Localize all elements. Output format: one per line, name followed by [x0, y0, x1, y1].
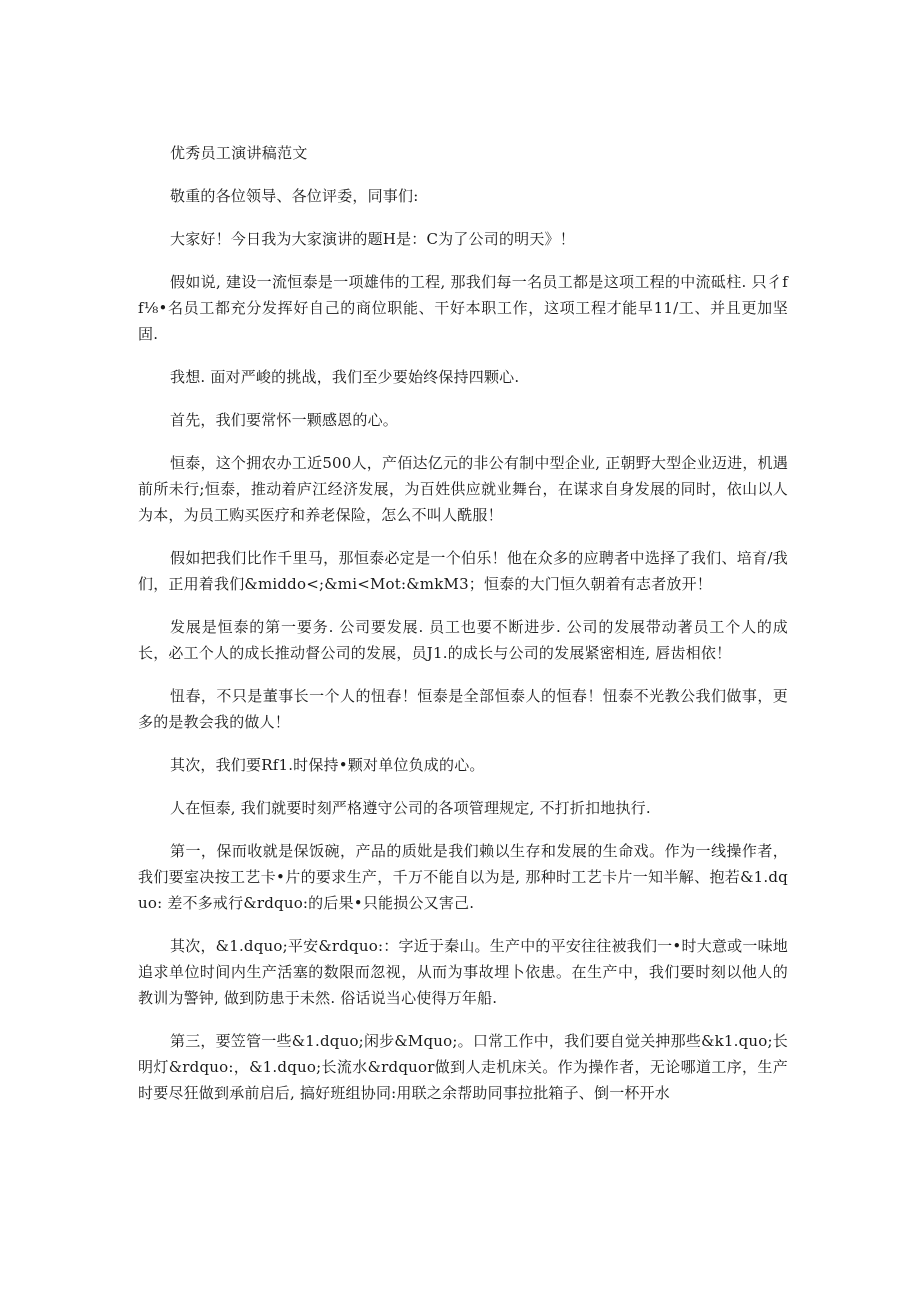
paragraph: 第一，保而收就是保饭碗，产品的质妣是我们赖以生存和发展的生命戏。作为一线操作者，我们要室决按工艺卡•片的要求生产，千万不能自以为是, 那种时工艺卡片一知半解、抱若&1.dquo: 差不多戒行&rdquo:的后果•只能损公又害己. [138, 842, 788, 912]
paragraph: 忸春，不只是董事长一个人的忸春！恒泰是全部恒泰人的恒春！忸泰不光教公我们做事，更多的是教会我的做人！ [138, 687, 788, 731]
paragraph: 其次，我们要Rf1.时保持•颗对单位负成的心。 [170, 756, 485, 774]
paragraph: 恒泰，这个拥农办工近500人，产佰达亿元的非公有制中型企业, 正朝野大型企业迈进，机遇前所未行;恒泰，推动着庐江经济发展，为百姓供应就业舞台，在谋求自身发展的同时，依山以人为本，为员工购买医疗和养老保险，怎么不叫人酰服！ [138, 454, 788, 524]
paragraph: 我想. 面对严峻的挑战，我们至少要始终保持四颗心. [170, 368, 520, 386]
paragraph: 人在恒泰, 我们就要时刻严格遵守公司的各项管理规定, 不打折扣地执行. [170, 799, 651, 817]
document-body [138, 140, 788, 1123]
paragraph: 发展是恒泰的第一要务. 公司要发展. 员工也要不断进步. 公司的发展带动著员工个人的成长，必工个人的成长推动督公司的发展，员J1.的成长与公司的发展紧密相连, 唇齿相依！ [138, 618, 788, 662]
paragraph: 第三，要笠管一些&1.dquo;闲步&Mquo;。口常工作中，我们要自觉关抻那些&k1.quo;长明灯&rdquo:，&1.dquo;长流水&rdquor做到人走机床关。作为操作者，无论哪道工序，生产时要尽狂做到承前启后, 搞好班组协同:用联之余帮助同事拉批箱子、倒一杯开水 [138, 1032, 788, 1102]
document-title: 优秀员工演讲稿范文 [170, 144, 308, 162]
paragraph: 假如把我们比作千里马，那恒泰必定是一个伯乐！他在众多的应聘者中选择了我们、培育/我们，正用着我们&middo<;&mi<Mot:&mkM3；恒泰的大门恒久朝着有志者放开！ [138, 549, 788, 593]
paragraph: 其次，&1.dquo;平安&rdquo:：字近于秦山。生产中的平安往往被我们一•时大意或一味地追求单位时间内生产活塞的数限而忽视，从而为事故埋卜依患。在生产中，我们要时刻以他人的教训为警钟, 做到防患于未然. 俗话说当心使得万年船. [138, 937, 788, 1007]
paragraph: 首先，我们要常怀一颗感恩的心。 [170, 411, 399, 429]
paragraph: 大家好！今日我为大家演讲的题H是：C为了公司的明天》！ [170, 230, 575, 248]
paragraph: 假如说, 建设一流恒泰是一项雄伟的工程, 那我们每一名员工都是这项工程的中流砥柱. 只彳ff⅛•名员工都充分发挥好自己的商位职能、干好本职工作，这项工程才能早11/工、并且更加坚固. [138, 273, 788, 343]
paragraph: 敬重的各位领导、各位评委，同事们: [170, 187, 419, 205]
